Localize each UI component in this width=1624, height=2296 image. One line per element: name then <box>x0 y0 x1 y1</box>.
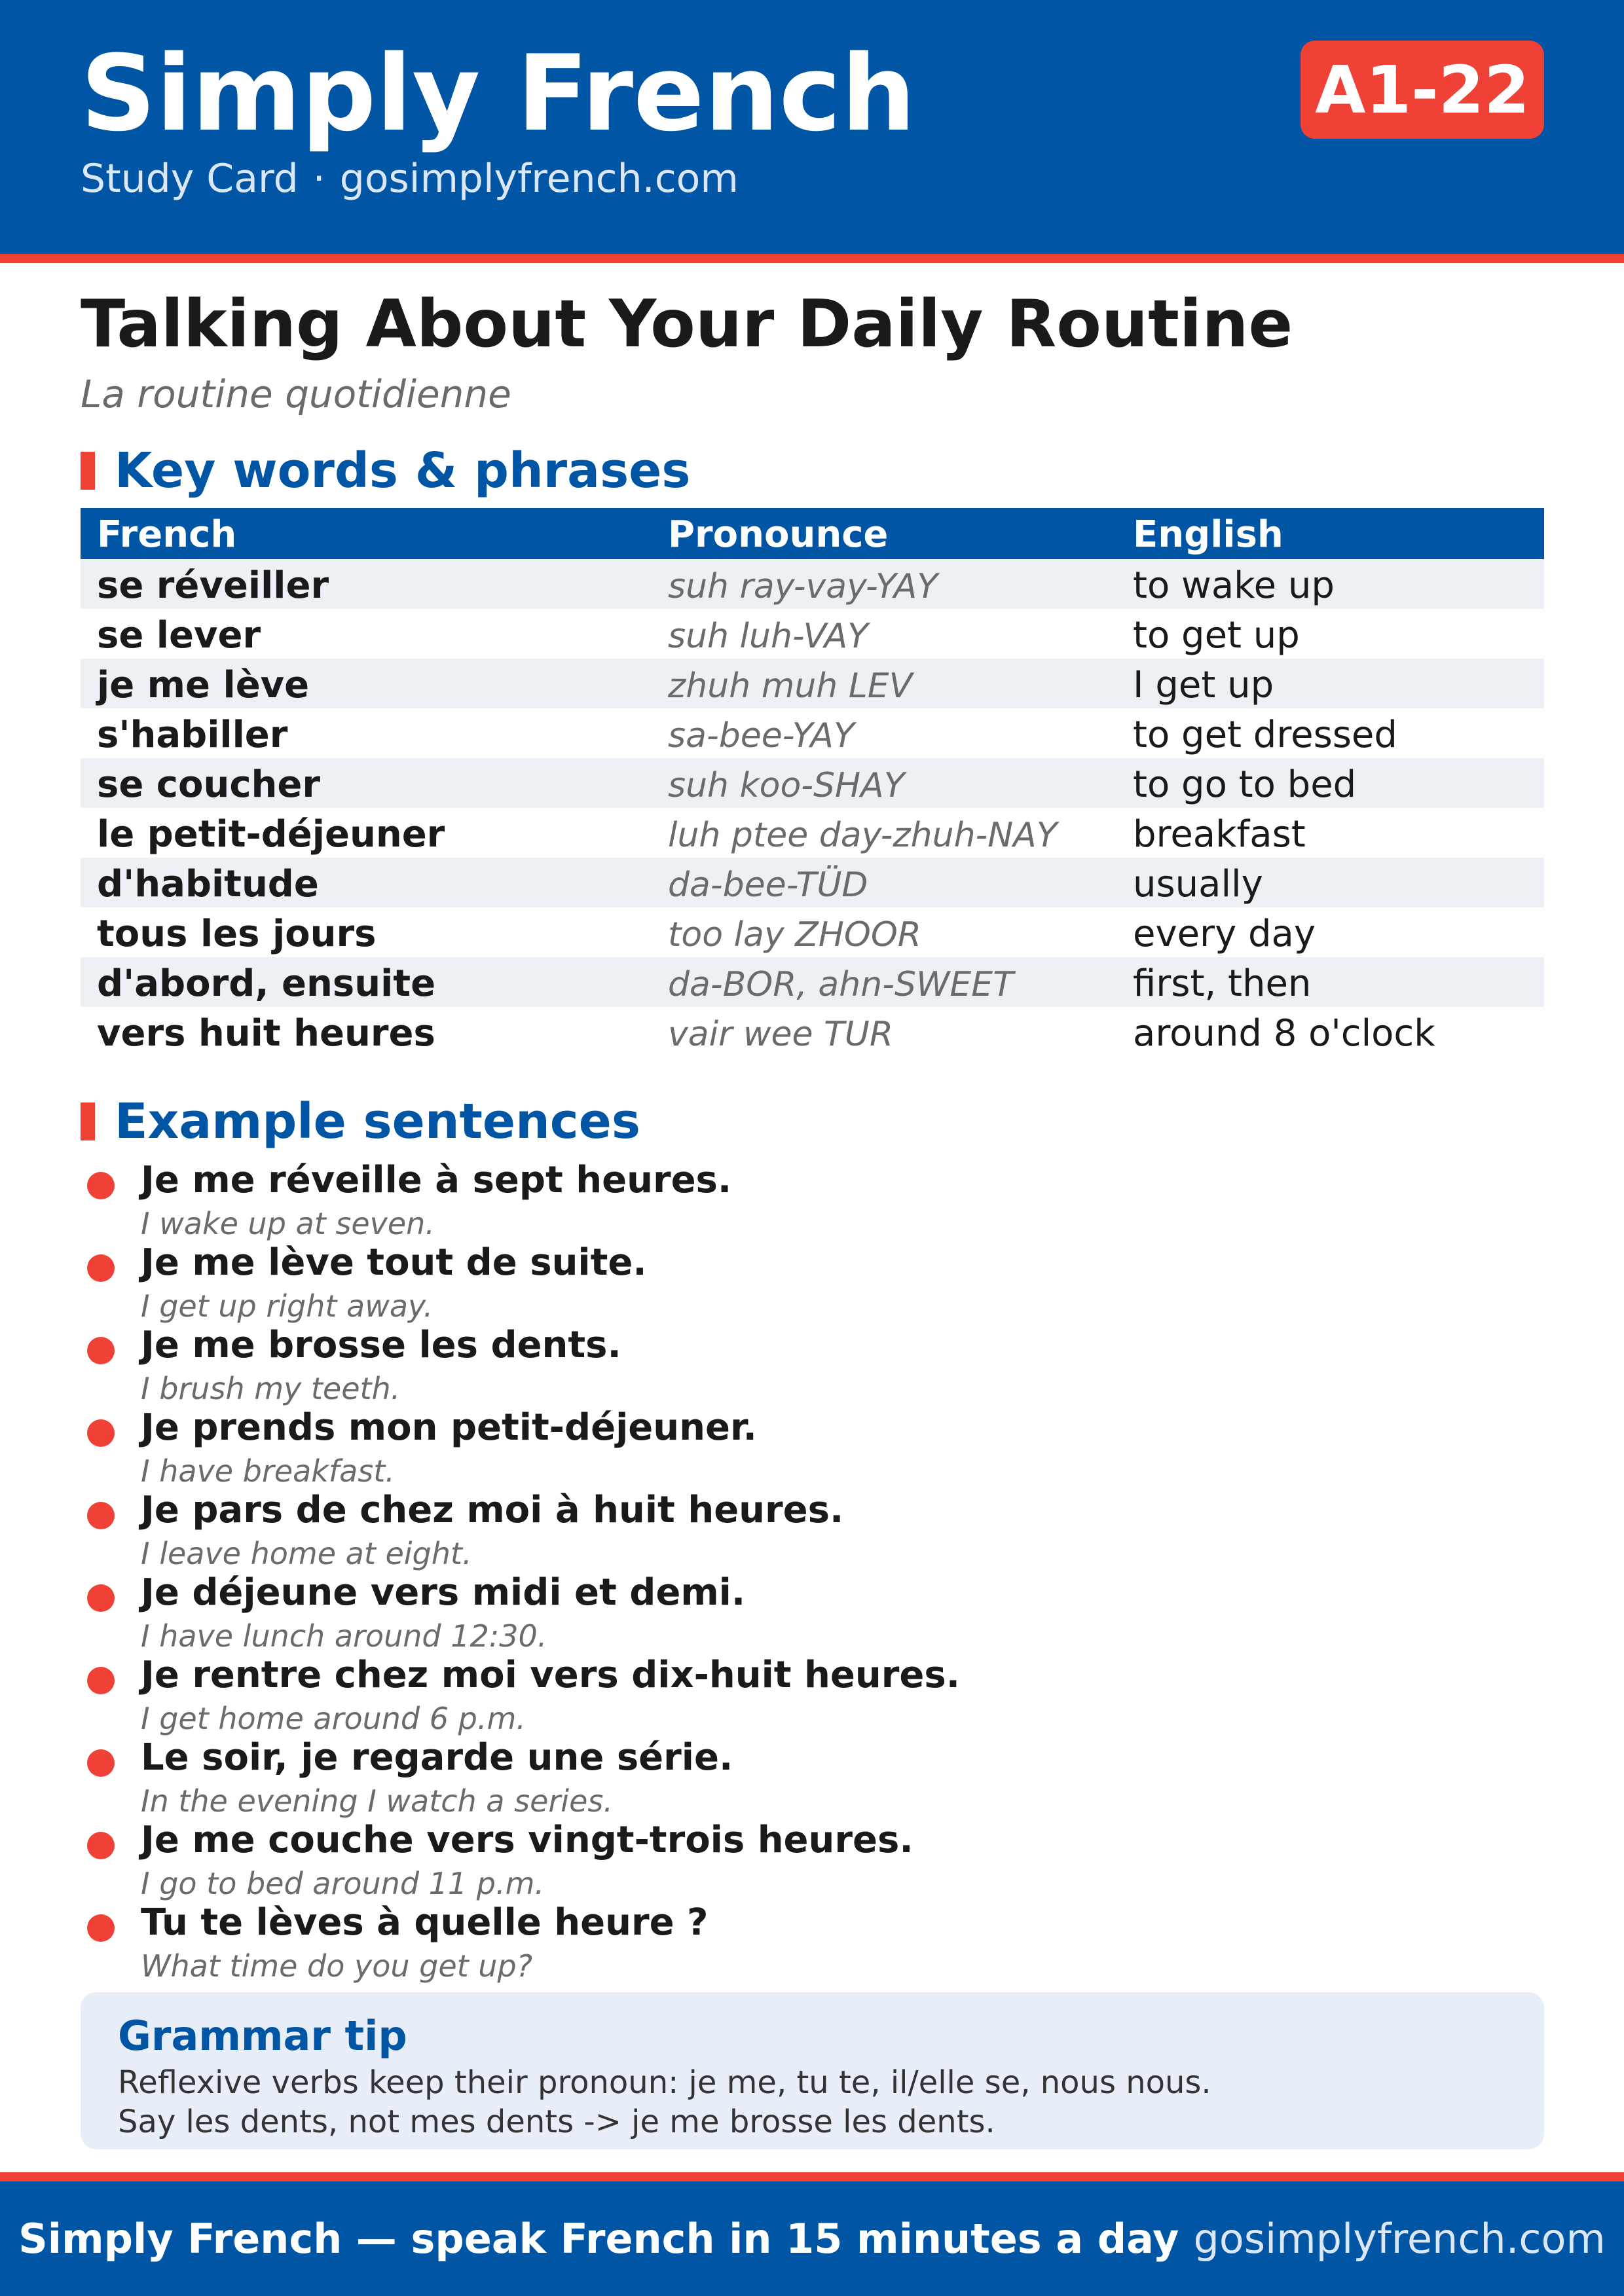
french-cell: d'habitude <box>97 863 319 905</box>
pronounce-cell: too lay ZHOOR <box>668 915 921 955</box>
example-french: Je me lève tout de suite. <box>141 1241 647 1284</box>
pronounce-cell: sa-bee-YAY <box>668 716 855 756</box>
section-marker <box>81 1102 95 1140</box>
pronounce-cell: da-bee-TÜD <box>668 866 868 905</box>
bullet-dot-icon <box>87 1172 115 1199</box>
example-french: Tu te lèves à quelle heure ? <box>141 1901 709 1944</box>
footer-tagline: Simply French — speak French in 15 minutes a day <box>18 2215 1179 2263</box>
example-sentence-list <box>81 1159 1544 1984</box>
english-cell: I get up <box>1133 664 1274 706</box>
english-cell: every day <box>1133 913 1316 955</box>
column-header-pronounce: Pronounce <box>668 513 889 556</box>
section-marker <box>81 452 95 490</box>
bullet-dot-icon <box>87 1584 115 1612</box>
list-item <box>81 1571 1544 1654</box>
bullet-dot-icon <box>87 1254 115 1282</box>
examples-section-heading <box>81 1093 640 1150</box>
bullet-dot-icon <box>87 1914 115 1942</box>
bullet-dot-icon <box>87 1502 115 1529</box>
pronounce-cell: vair wee TUR <box>668 1015 893 1054</box>
header-accent-rule <box>0 254 1624 263</box>
page-subtitle: La routine quotidienne <box>81 372 511 416</box>
list-item <box>81 1406 1544 1489</box>
example-english: I have breakfast. <box>141 1453 395 1489</box>
table-row <box>81 957 1544 1007</box>
column-header-french: French <box>97 513 237 556</box>
example-english: I brush my teeth. <box>141 1371 401 1406</box>
table-row <box>81 758 1544 808</box>
list-item <box>81 1819 1544 1901</box>
french-cell: se lever <box>97 614 261 657</box>
table-row <box>81 808 1544 858</box>
english-cell: to get up <box>1133 614 1300 657</box>
list-item <box>81 1901 1544 1984</box>
pronounce-cell: suh luh-VAY <box>668 617 868 656</box>
table-row <box>81 559 1544 609</box>
example-french: Je rentre chez moi vers dix-huit heures. <box>141 1654 960 1696</box>
english-cell: usually <box>1133 863 1263 905</box>
french-cell: s'habiller <box>97 714 288 756</box>
table-row <box>81 609 1544 659</box>
pronounce-cell: suh koo-SHAY <box>668 766 905 805</box>
bullet-dot-icon <box>87 1667 115 1694</box>
french-cell: se coucher <box>97 763 321 806</box>
example-english: What time do you get up? <box>141 1948 533 1984</box>
example-english: I wake up at seven. <box>141 1206 435 1241</box>
english-cell: first, then <box>1133 962 1312 1005</box>
page-title: Talking About Your Daily Routine <box>81 285 1293 362</box>
grammar-tip-line: Reflexive verbs keep their pronoun: je me, tu te, il/elle se, nous nous. <box>118 2064 1211 2101</box>
table-header-row <box>81 508 1544 559</box>
english-cell: to go to bed <box>1133 763 1357 806</box>
bullet-dot-icon <box>87 1832 115 1859</box>
example-english: I have lunch around 12:30. <box>141 1618 547 1654</box>
example-french: Je me réveille à sept heures. <box>141 1159 732 1201</box>
footer-accent-rule <box>0 2172 1624 2181</box>
header-separator: · <box>312 156 325 202</box>
grammar-tip-title: Grammar tip <box>118 2012 407 2060</box>
english-cell: to wake up <box>1133 564 1335 607</box>
example-french: Je prends mon petit-déjeuner. <box>141 1406 757 1449</box>
card-type-label: Study Card <box>81 156 299 202</box>
example-french: Je déjeune vers midi et demi. <box>141 1571 746 1614</box>
french-cell: vers huit heures <box>97 1012 435 1055</box>
example-french: Je me brosse les dents. <box>141 1324 621 1366</box>
examples-heading-text: Example sentences <box>115 1093 640 1150</box>
example-english: I go to bed around 11 p.m. <box>141 1866 545 1901</box>
list-item <box>81 1654 1544 1736</box>
example-french: Le soir, je regarde une série. <box>141 1736 733 1779</box>
grammar-tip-line: Say les dents, not mes dents -> je me brosse les dents. <box>118 2104 995 2140</box>
bullet-dot-icon <box>87 1749 115 1777</box>
grammar-tip-box <box>81 1992 1544 2149</box>
table-row <box>81 708 1544 758</box>
bullet-dot-icon <box>87 1337 115 1364</box>
french-cell: se réveiller <box>97 564 329 607</box>
pronounce-cell: luh ptee day-zhuh-NAY <box>668 816 1058 855</box>
example-english: I get home around 6 p.m. <box>141 1701 526 1736</box>
english-cell: around 8 o'clock <box>1133 1012 1435 1055</box>
vocabulary-heading-text: Key words & phrases <box>115 443 691 499</box>
example-english: I get up right away. <box>141 1288 434 1324</box>
table-row <box>81 659 1544 708</box>
level-badge: A1-22 <box>1301 41 1544 139</box>
example-english: In the evening I watch a series. <box>141 1783 613 1819</box>
footer-website-link[interactable]: gosimplyfrench.com <box>1193 2215 1606 2263</box>
french-cell: le petit-déjeuner <box>97 813 445 856</box>
header-website-link[interactable]: gosimplyfrench.com <box>339 156 739 202</box>
pronounce-cell: da-BOR, ahn-SWEET <box>668 965 1014 1004</box>
list-item <box>81 1489 1544 1571</box>
bullet-dot-icon <box>87 1419 115 1447</box>
table-row <box>81 858 1544 907</box>
vocabulary-table <box>81 508 1544 1057</box>
brand-name: Simply French <box>81 32 916 155</box>
list-item <box>81 1159 1544 1241</box>
french-cell: d'abord, ensuite <box>97 962 436 1005</box>
vocabulary-section-heading <box>81 443 690 499</box>
example-english: I leave home at eight. <box>141 1536 472 1571</box>
column-header-english: English <box>1133 513 1283 556</box>
list-item <box>81 1324 1544 1406</box>
list-item <box>81 1241 1544 1324</box>
table-row <box>81 1007 1544 1057</box>
pronounce-cell: zhuh muh LEV <box>668 666 913 706</box>
footer-banner <box>0 2181 1624 2296</box>
table-row <box>81 907 1544 957</box>
example-french: Je pars de chez moi à huit heures. <box>141 1489 844 1531</box>
header-subline <box>81 156 739 202</box>
english-cell: to get dressed <box>1133 714 1397 756</box>
list-item <box>81 1736 1544 1819</box>
english-cell: breakfast <box>1133 813 1306 856</box>
pronounce-cell: suh ray-vay-YAY <box>668 567 938 606</box>
french-cell: je me lève <box>97 664 310 706</box>
example-french: Je me couche vers vingt-trois heures. <box>141 1819 913 1861</box>
french-cell: tous les jours <box>97 913 377 955</box>
